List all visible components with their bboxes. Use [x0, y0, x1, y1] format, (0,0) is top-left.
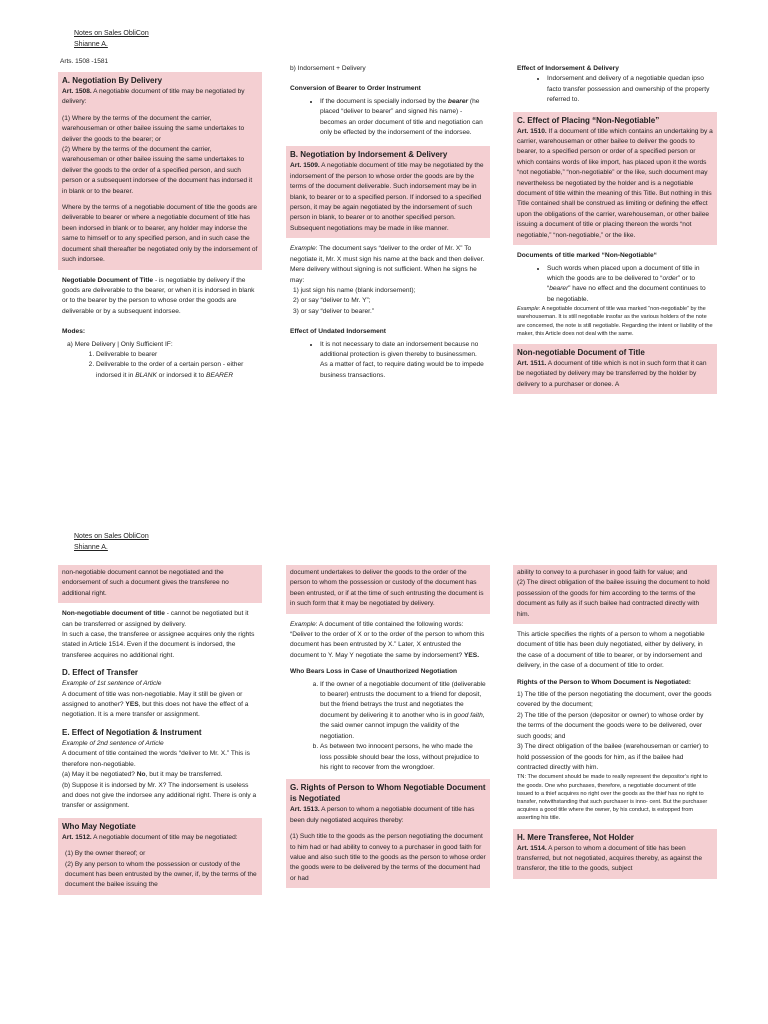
lettered-list — [290, 680, 486, 774]
top-sheet-header — [74, 28, 149, 50]
paragraph: Where by the terms of a negotiable document of title the goods are deliverable to bearer or where a negotiable document of title has been indorsed in blank or to bearer, any holder may indorse the same to himself or to any specified person, and in such case the document shall thereafter be negotiated only by the indorsement of such indorsee. — [62, 204, 258, 264]
example-text: A document of title contained the words “deliver to Mr. X.” This is therefore non-negotiable. — [62, 750, 250, 768]
section-a-box — [58, 72, 262, 270]
article-number: Art. 1512. — [62, 833, 92, 841]
continued-box — [58, 565, 262, 603]
bottom-column-2: document undertakes to deliver the goods to the order of the person to whom the possession or custody of the document has been entrusted, or if at the time of such entrusting the document is in such form that it may be negotiated by delivery. Example: A document of title contained the following words: “Deliver to the order of X or to the order of the person to whom this document has been entrusted by X.” Later, X entrusted the document to Y. May Y negotiate the same by indorsement? YES. Who Bears Loss in Case of Unauthorized Negotiation a. If the owner of a negotiable document of title (deliverable to bearer) entrusts the document to a friend for deposit, but the friend betrays the trust and negotiates the document by delivering it to another who is in good faith, the said owner cannot impugn the validity of the negotiation. b. As between two innocent persons, he who made the loss possible should bear the loss, without prejudice to his right to recover from the wrongdoer. G. Rights of Person to Whom Negotiable Document is Negotiated Art. 1513. A person to whom a negotiable document of title has been duly negotiated acquires thereby: (1) Such title to the goods as the person negotiating the document to him had or had ability to convey to a purchaser in good faith for value and also such title to the goods as the person to whose order the goods were to be delivered by the terms of the document had or had — [290, 565, 486, 894]
notes-title: Notes on Sales ObliCon — [74, 30, 149, 37]
example-label: Example of 1st sentence of Article — [62, 680, 162, 688]
section-heading: B. Negotiation by Indorsement & Delivery — [290, 150, 448, 160]
subheading: Effect of Undated Indorsement — [290, 328, 386, 336]
article-number: Art. 1510. — [517, 127, 547, 135]
example-label: Example — [290, 245, 316, 253]
who-may-negotiate-box — [58, 818, 262, 895]
article-text: A document of title which is not in such form that it can be negotiated by delivery may be transferred by the holder by delivery to a purchaser or donee. A — [517, 359, 707, 388]
list-item: 2. Deliverable to the order of a certain person - either indorsed it in BLANK or indorsed it to BEARER — [96, 360, 258, 381]
indorsement-label: b) Indorsement + Delivery — [290, 65, 366, 72]
paragraph: In such a case, the transferee or assignee acquires only the rights stated in Article 1514. Even if the document is indorsed, the transferee acquires no additional right. — [62, 631, 255, 659]
article-text: A negotiable document of title may be negotiated by delivery: — [62, 88, 245, 106]
top-column-1 — [62, 72, 258, 387]
example-option: 2) or say “deliver to Mr. Y”; — [293, 297, 371, 305]
section-h-box — [513, 829, 717, 879]
example-option: 3) or say “deliver to bearer.” — [293, 307, 374, 315]
example-label: Example — [290, 620, 316, 628]
article-text: A person to whom a negotiable document of title has been duly negotiated acquires thereby: — [290, 806, 475, 824]
top-column-2 — [290, 64, 486, 387]
example-text: : The document says “deliver to the order of Mr. X” To negotiate it, Mr. X must sign his name at the back and then deliver. Mere delivery without signing is not sufficient. When he signs he may: — [290, 245, 485, 284]
article-number: Art. 1508. — [62, 88, 92, 95]
list-item: a. If the owner of a negotiable document of title (deliverable to bearer) entrusts the document to a friend for deposit, but the friend betrays the trust and negotiates the document by delivering it to another who is in good faith, the said owner cannot impugn the validity of the negotiation. — [320, 680, 486, 742]
rights-item: 2) The title of the person (depositor or owner) to whose order by the terms of the document the goods were to be delivered, over such goods; and — [517, 711, 704, 740]
article-text: A negotiable document of title may be negotiated: — [93, 833, 238, 841]
paragraph: (2) By any person to whom the possession or custody of the document has been entrusted by the owner, if, by the terms of the document the bailee issuing the — [65, 860, 257, 889]
bullet-list — [517, 74, 713, 105]
continued-box — [286, 565, 490, 614]
paragraph: This article specifies the rights of a person to whom a negotiable document of title has been duly negotiated, either by delivery, in the case of a document of title to bearer, or by indorsement and delivery, in the case of a document of title to order. — [517, 631, 705, 670]
section-heading: H. Mere Transferee, Not Holder — [517, 832, 634, 842]
example-text: : A negotiable document of title was marked “non-negotiable” by the warehouseman. It is still negotiable insofar as the various holders of the note are concerned, the note is still negotiable. Regarding the intent or liability of the maker, this Article does not deal with the same. — [517, 306, 713, 337]
modes-label: Modes: — [62, 328, 86, 336]
list-item: • Such words when placed upon a document of title in which the goods are to be delivered to “order” or to “bearer” have no effect and the document continues to be negotiable. — [547, 264, 713, 306]
section-heading: A. Negotiation By Delivery — [62, 76, 163, 85]
example-text: : A document of title contained the following words: “Deliver to the order of X or to the order of the person to whom this document has been entrusted by X.” Later, X entrusted the document to Y. May Y negotiate the same by indorsement? — [290, 620, 485, 659]
term-definition: - cannot be negotiated but it can be transferred or assigned by delivery. — [62, 610, 249, 628]
term-label: Negotiable Document of Title — [62, 276, 154, 284]
section-heading: Non-negotiable Document of Title — [517, 347, 645, 357]
article-text: A person to whom a document of title has been transferred, but not negotiated, acquires thereby, as against the transferor, the title to the goods, subject — [517, 844, 702, 873]
article-number: Art. 1511. — [517, 359, 547, 367]
subheading: Who Bears Loss in Case of Unauthorized Negotiation — [290, 668, 458, 676]
top-column-3 — [517, 64, 713, 400]
example-question: (b) Suppose it is indorsed by Mr. X? The indorsement is useless and does not give the indorsee any additional right. There is only a transfer or assignment. — [62, 781, 257, 810]
section-heading: D. Effect of Transfer — [62, 668, 139, 678]
example-label: Example — [517, 306, 539, 313]
bullet-list — [290, 97, 486, 139]
article-text: If a document of title which contains an undertaking by a carrier, warehouseman or other bailee to deliver the goods to bearer, to a specified person or order of a specified person or which contains words of like import, has placed upon it the words “not negotiable,” “non-negotiable” or the like, such document may nevertheless be negotiated by the holder and is a negotiable document of title within the meaning of this Title. But nothing in this Title contained shall be construed as limiting or defining the effect upon the obligations of the carrier, warehouseman, or other bailee issuing a document of title or placing thereon the words “not negotiable,” “non-negotiable,” or the like. — [517, 127, 713, 239]
subheading: Effect of Indorsement & Delivery — [517, 65, 619, 72]
bottom-column-1: non-negotiable document cannot be negotiated and the endorsement of such a document gives the transferee no additional right. Non-negotiable document of title - cannot be negotiated but it can be transferred or assigned by delivery. In such a case, the transferee or assignee acquires only the rights stated in Article 1514. Even if the document is indorsed, the transferee acquires no additional right. D. Effect of Transfer Example of 1st sentence of Article A document of title was non-negotiable. May it still be given or assigned to another? YES, but this does not have the effect of a negotiation. It is a mere transfer or assignment. E. Effect of Negotiation & Instrument Example of 2nd sentence of Article A document of title contained the words “deliver to Mr. X.” This is therefore non-negotiable. (a) May it be negotiated? No, but it may be transferred. (b) Suppose it is indorsed by Mr. X? The indorsement is useless and does not give the indorsee any additional right. There is only a transfer or assignment. Who May Negotiate Art. 1512. A negotiable document of title may be negotiated: (1) By the owner thereof; or (2) By any person to whom the possession or custody of the document has been entrusted by the owner, if, by the terms of the document the bailee issuing the — [62, 565, 258, 901]
paragraph: (1) Such title to the goods as the person negotiating the document to him had or had ability to convey to a purchaser in good faith for value and also such title to the goods as the person to whose order the goods were to be delivered by the terms of the document had or had — [290, 833, 486, 882]
paragraph: document undertakes to deliver the goods to the order of the person to whom the possession or custody of the document has been entrusted, or if at the time of such entrusting the document is in such form that it may be negotiated by delivery. — [290, 569, 484, 608]
articles-range: Arts. 1508 -1581 — [60, 58, 109, 65]
modes-a: a) Mere Delivery | Only Sufficient IF: — [67, 340, 173, 348]
example-text: A document of title was non-negotiable. May it still be given or assigned to another? — [62, 690, 243, 709]
subheading: Rights of the Person to Whom Document is Negotiated: — [517, 678, 692, 686]
article-text: A negotiable document of title may be negotiated by the indorsement of the person to whose order the goods are by the terms of the document deliverable. Such indorsement may be in blank, to bearer or to a specified person. If indorsed to a specified person, it may be again negotiated by the indorsement of such person in blank, to bearer or to another specified person. Subsequent negotiations may be made in like manner. — [290, 162, 484, 232]
section-g-box — [286, 779, 490, 888]
modes-list — [62, 350, 258, 381]
paragraph: (2) The direct obligation of the bailee issuing the document to hold possession of the goods for him according to the terms of the document as fully as if such bailee had contracted directly with him. — [517, 579, 710, 618]
term-definition: - is negotiable by delivery if the goods are deliverable to the bearer, or when it is indorsed in blank or to the bearer by the person to whose order the goods are deliverable or by a subsequent indorsee. — [62, 276, 255, 315]
section-c-box — [513, 112, 717, 245]
example-question: (a) May it be negotiated? No, but it may be transferred. — [62, 771, 223, 779]
bottom-sheet-header — [74, 531, 149, 553]
paragraph: (2) Where by the terms of the document the carrier, warehouseman or other bailee issuing the same undertakes to deliver the goods to the order of a specified person, and such person or a subsequent indorsee of the document has indorsed it in blank or to the bearer. — [62, 146, 253, 195]
continued-box — [513, 565, 717, 624]
list-item: 1. Deliverable to bearer — [96, 350, 258, 360]
rights-item: 1) The title of the person negotiating the document, over the goods covered by the document; — [517, 691, 712, 709]
bottom-column-3 — [517, 565, 713, 885]
section-b-box — [286, 146, 490, 238]
bullet-list — [517, 264, 713, 306]
paragraph: non-negotiable document cannot be negotiated and the endorsement of such a document gives the transferee no additional right. — [62, 569, 229, 597]
paragraph: (1) Where by the terms of the document the carrier, warehouseman or other bailee issuing the same undertakes to deliver the goods to the bearer; or — [62, 114, 245, 143]
bullet-list — [290, 340, 486, 382]
article-number: Art. 1509. — [290, 162, 320, 170]
section-heading: Who May Negotiate — [62, 821, 136, 831]
term-label: Non-negotiable document of title — [62, 610, 165, 618]
author-name: Shianne A. — [74, 41, 108, 48]
list-item: • Indorsement and delivery of a negotiable quedan ipso facto transfer possession and ownership of the property referred to. — [547, 74, 713, 105]
list-item: • If the document is specially indorsed by the bearer (he placed “deliver to bearer” and signed his name) - becomes an order document of title and negotiation can only be effected by the indorsement of the indorsee. — [320, 97, 486, 139]
list-item: b. As between two innocent persons, he who made the loss possible should bear the loss, without prejudice to his right to recover from the wrongdoer. — [320, 742, 486, 773]
subheading: Conversion of Bearer to Order Instrument — [290, 85, 421, 93]
rights-item: 3) The direct obligation of the bailee (warehouseman or carrier) to hold possession of the goods for him, as if the bailee had contracted directly with him. — [517, 743, 709, 771]
section-heading: G. Rights of Person to Whom Negotiable Document is Negotiated — [290, 783, 486, 804]
author-name: Shianne A. — [74, 544, 108, 551]
tn-note: TN: The document should be made to really represent the depositor’s right to the goods. One who purchases, therefore, a negotiable document of title issued to a thief acquires no right over the goods as the thief has no right to transfer, notwithstanding that such purchaser is inno- cent. But the purchaser acquires a good title where the owner, by his conduct, is estopped from asserting his title. — [517, 774, 708, 822]
article-number: Art. 1513. — [290, 806, 320, 814]
example-option: 1) just sign his name (blank indorsement); — [293, 286, 416, 294]
article-number: Art. 1514. — [517, 844, 547, 852]
section-nn-box — [513, 344, 717, 394]
section-heading: E. Effect of Negotiation & Instrument — [62, 727, 202, 737]
example-label: Example of 2nd sentence of Article — [62, 739, 164, 747]
paragraph: ability to convey to a purchaser in good faith for value; and — [517, 569, 688, 576]
section-heading: C. Effect of Placing “Non-Negotiable” — [517, 115, 660, 125]
list-item: • It is not necessary to date an indorsement because no additional protection is given thereby to businessmen. As a matter of fact, to require dating would be to impede business transactions. — [320, 340, 486, 382]
subheading: Documents of title marked “Non-Negotiable“ — [517, 252, 657, 260]
paragraph: (1) By the owner thereof; or — [65, 850, 146, 858]
notes-title: Notes on Sales ObliCon — [74, 533, 149, 540]
